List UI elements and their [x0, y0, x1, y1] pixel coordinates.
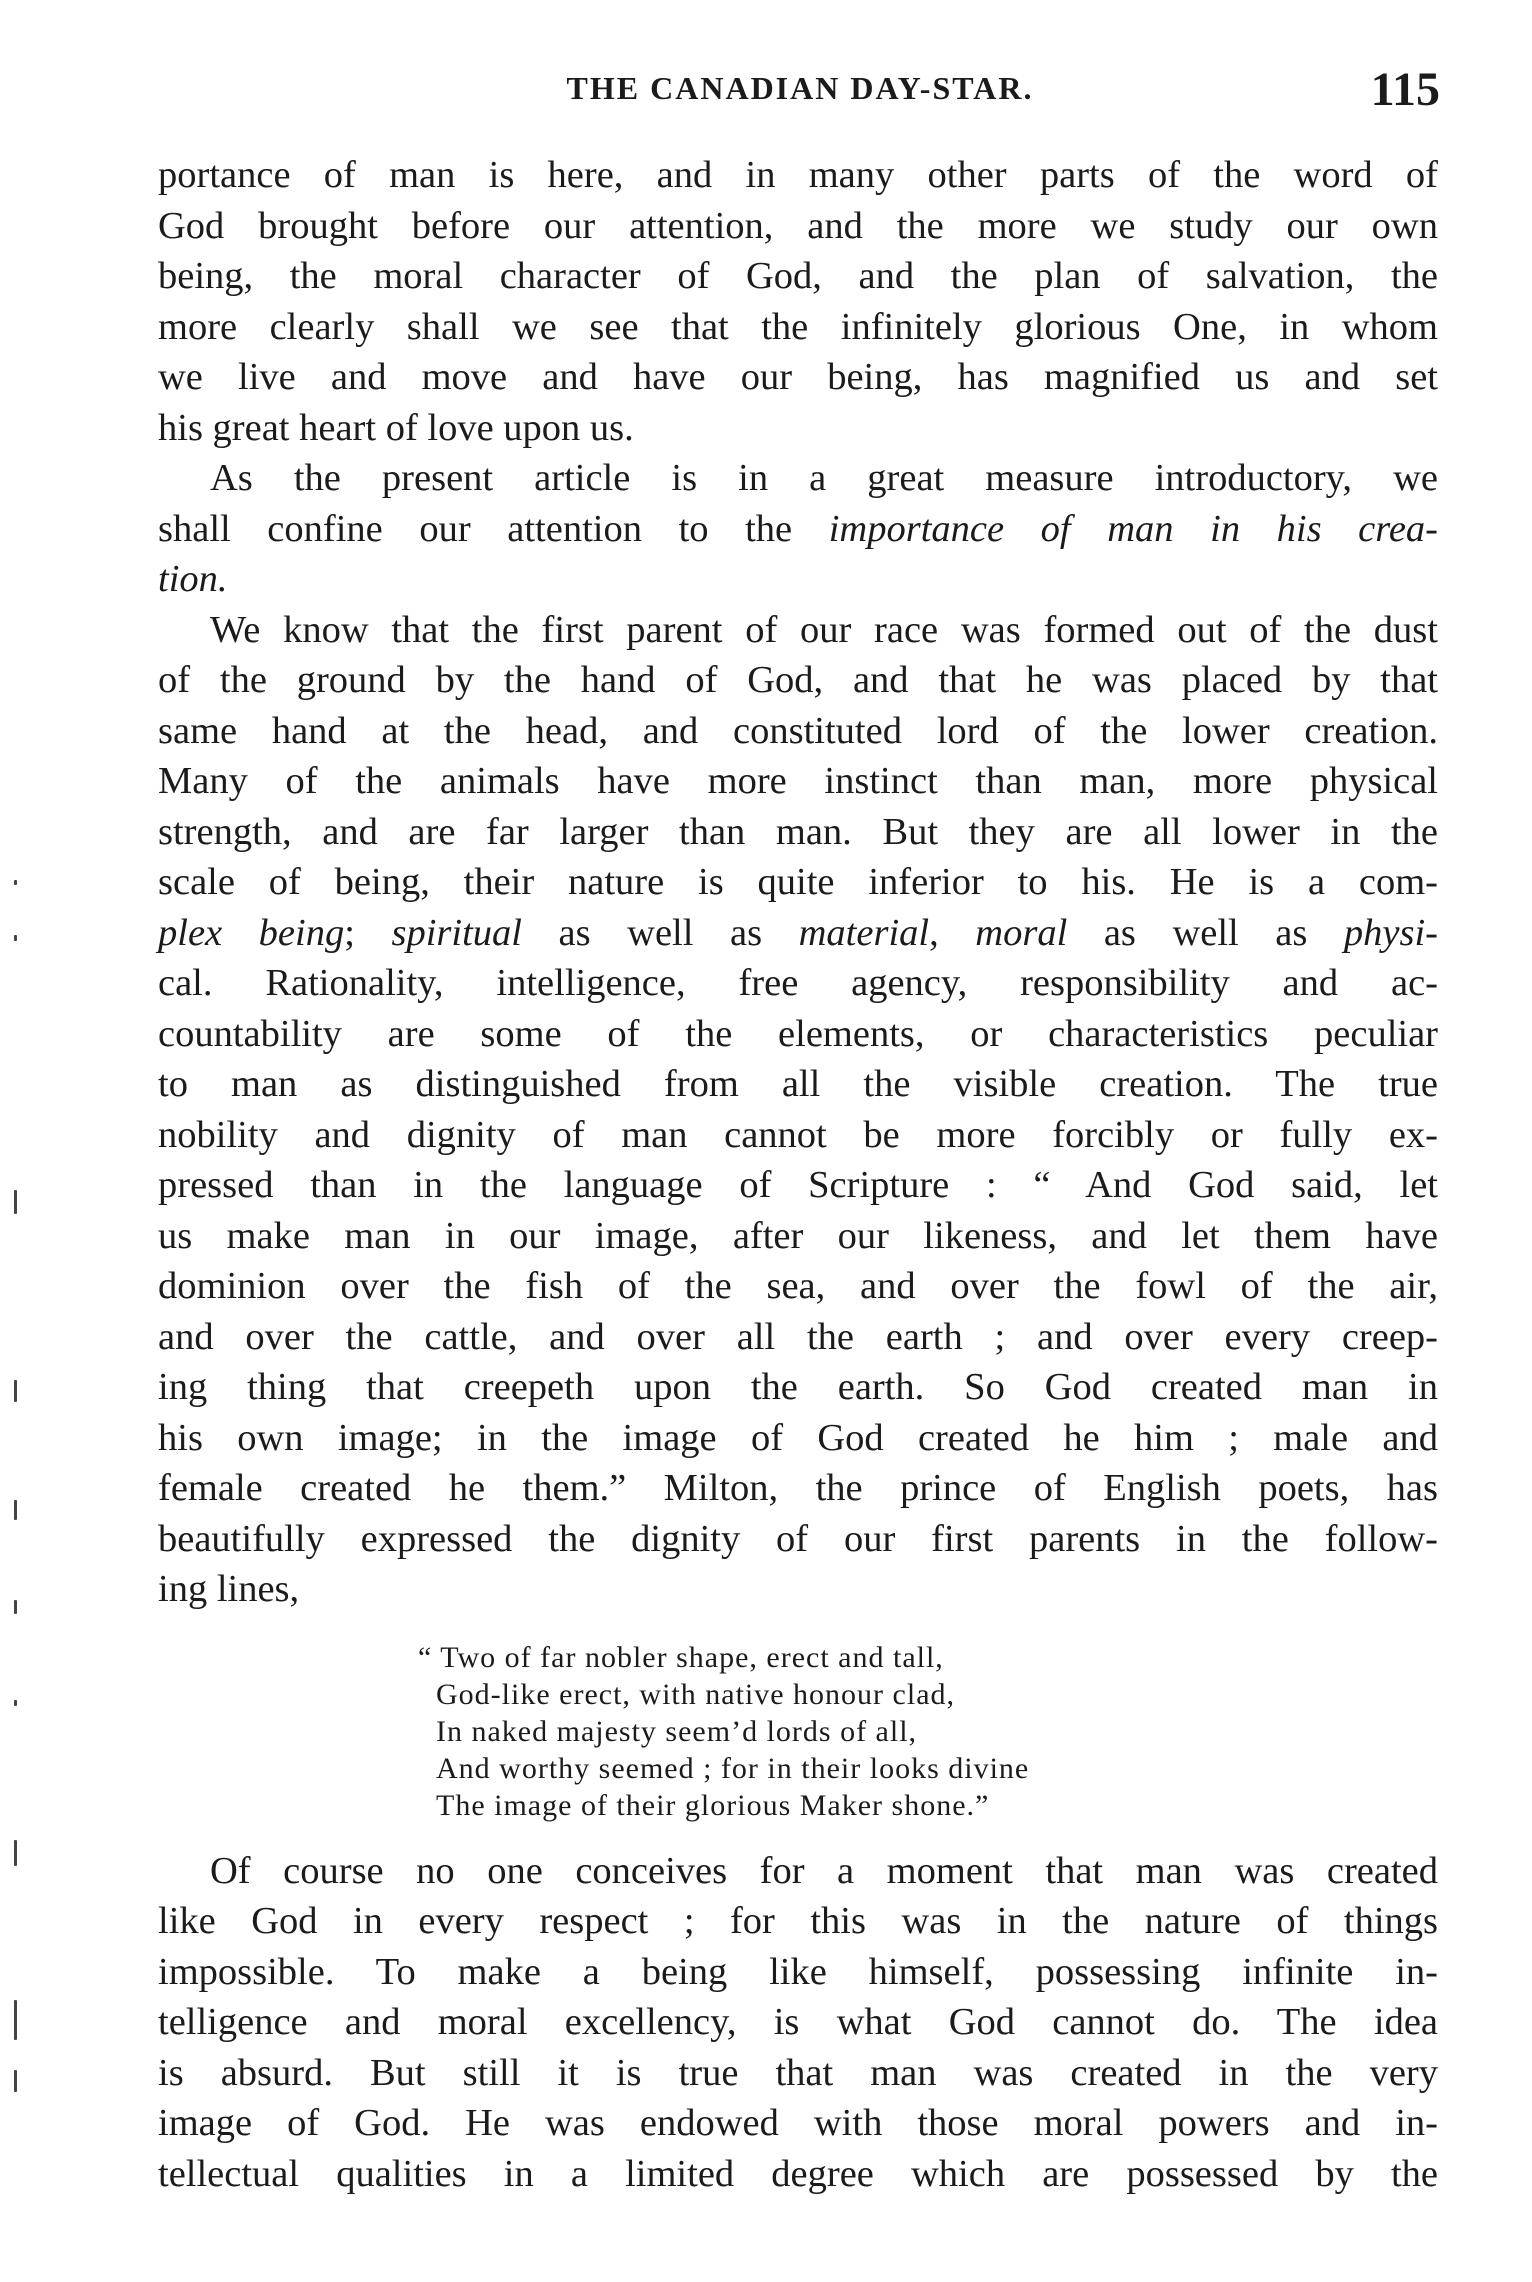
- text-line: to man as distinguished from all the visible creation. The true: [158, 1063, 1438, 1105]
- text-line: telligence and moral excellency, is what God cannot do. The idea: [158, 2001, 1438, 2043]
- text-run: ,: [929, 911, 976, 954]
- text-line: portance of man is here, and in many other parts of the word of: [158, 154, 1438, 196]
- text-run: as well as: [1067, 911, 1344, 954]
- verse-line: The image of their glorious Maker shone.”: [436, 1788, 990, 1822]
- scan-speck: [14, 935, 17, 941]
- text-line: impossible. To make a being like himself, possessing infinite in-: [158, 1950, 1438, 1993]
- scan-speck: [14, 1600, 17, 1614]
- paragraph-start-line: Of course no one conceives for a moment that man was created: [210, 1849, 1438, 1892]
- verse-line: God-like erect, with native honour clad,: [436, 1677, 956, 1711]
- italic-run: plex being: [158, 911, 345, 954]
- text-line: ing thing that creepeth upon the earth. So God created man in: [158, 1366, 1438, 1408]
- scan-speck: [14, 1380, 17, 1402]
- text-line: [158, 554, 1438, 605]
- body-text: [158, 150, 1438, 2199]
- text-line: beautifully expressed the dignity of our first parents in the follow-: [158, 1517, 1438, 1560]
- scan-speck: [14, 1500, 17, 1520]
- text-line: his own image; in the image of God created he him ; male and: [158, 1416, 1438, 1459]
- scan-speck: [14, 2000, 17, 2040]
- text-line: God brought before our attention, and the more we study our own: [158, 204, 1438, 247]
- text-line: strength, and are far larger than man. But they are all lower in the: [158, 810, 1438, 853]
- text-line: cal. Rationality, intelligence, free agency, responsibility and ac-: [158, 962, 1438, 1004]
- italic-run: physi-: [1343, 911, 1438, 954]
- italic-run: spiritual: [391, 911, 522, 954]
- text-line: same hand at the head, and constituted lord of the lower creation.: [158, 709, 1438, 752]
- text-run: ;: [344, 911, 392, 954]
- paragraph-start-line: We know that the first parent of our race was formed out of the dust: [210, 608, 1438, 651]
- text-line: female created he them.” Milton, the prince of English poets, has: [158, 1467, 1438, 1509]
- text-run: as well as: [521, 911, 799, 954]
- text-line: tellectual qualities in a limited degree which are possessed by the: [158, 2152, 1438, 2195]
- text-line: [158, 504, 1438, 555]
- text-line: dominion over the fish of the sea, and over the fowl of the air,: [158, 1265, 1438, 1307]
- scan-speck: [14, 1190, 17, 1214]
- scan-speck: [14, 880, 17, 885]
- paragraph-start-line: As the present article is in a great measure introductory, we: [210, 457, 1438, 499]
- text-line: is absurd. But still it is true that man was created in the very: [158, 2051, 1438, 2094]
- text-line: of the ground by the hand of God, and that he was placed by that: [158, 659, 1438, 701]
- verse-quotation: [418, 1639, 1438, 1824]
- italic-run: importance of man in his crea-: [828, 507, 1438, 550]
- text-line: pressed than in the language of Scripture : “ And God said, let: [158, 1164, 1438, 1206]
- text-line: [158, 908, 1438, 959]
- running-head: [160, 62, 1440, 122]
- verse-line: And worthy seemed ; for in their looks divine: [436, 1751, 1030, 1785]
- text-line: scale of being, their nature is quite inferior to his. He is a com-: [158, 861, 1438, 903]
- text-line: us make man in our image, after our likeness, and let them have: [158, 1214, 1438, 1257]
- text-run: shall confine our attention to the: [158, 507, 829, 550]
- text-line: we live and move and have our being, has magnified us and set: [158, 356, 1438, 398]
- text-line: countability are some of the elements, or characteristics peculiar: [158, 1012, 1438, 1055]
- text-line: being, the moral character of God, and the plan of salvation, the: [158, 255, 1438, 297]
- text-line: ing lines,: [158, 1568, 300, 1610]
- page-number: 115: [1370, 63, 1440, 116]
- text-line: image of God. He was endowed with those moral powers and in-: [158, 2102, 1438, 2144]
- verse-line: In naked majesty seem’d lords of all,: [436, 1714, 918, 1748]
- text-line: his great heart of love upon us.: [158, 406, 634, 449]
- scan-speck: [14, 2070, 17, 2092]
- italic-run: material: [798, 911, 930, 954]
- scan-speck: [14, 1700, 17, 1706]
- scan-gutter-marks: [14, 860, 44, 2260]
- text-line: Many of the animals have more instinct than man, more physical: [158, 760, 1438, 802]
- italic-run: moral: [975, 911, 1068, 954]
- text-line: and over the cattle, and over all the earth ; and over every creep-: [158, 1315, 1438, 1358]
- verse-line: “ Two of far nobler shape, erect and tall,: [418, 1640, 944, 1674]
- text-line: like God in every respect ; for this was in the nature of things: [158, 1900, 1438, 1942]
- text-line: nobility and dignity of man cannot be more forcibly or fully ex-: [158, 1113, 1438, 1156]
- scan-speck: [14, 1840, 17, 1866]
- text-line: more clearly shall we see that the infinitely glorious One, in whom: [158, 305, 1438, 348]
- running-title: THE CANADIAN DAY-STAR.: [566, 70, 1034, 106]
- italic-run: tion.: [158, 558, 228, 600]
